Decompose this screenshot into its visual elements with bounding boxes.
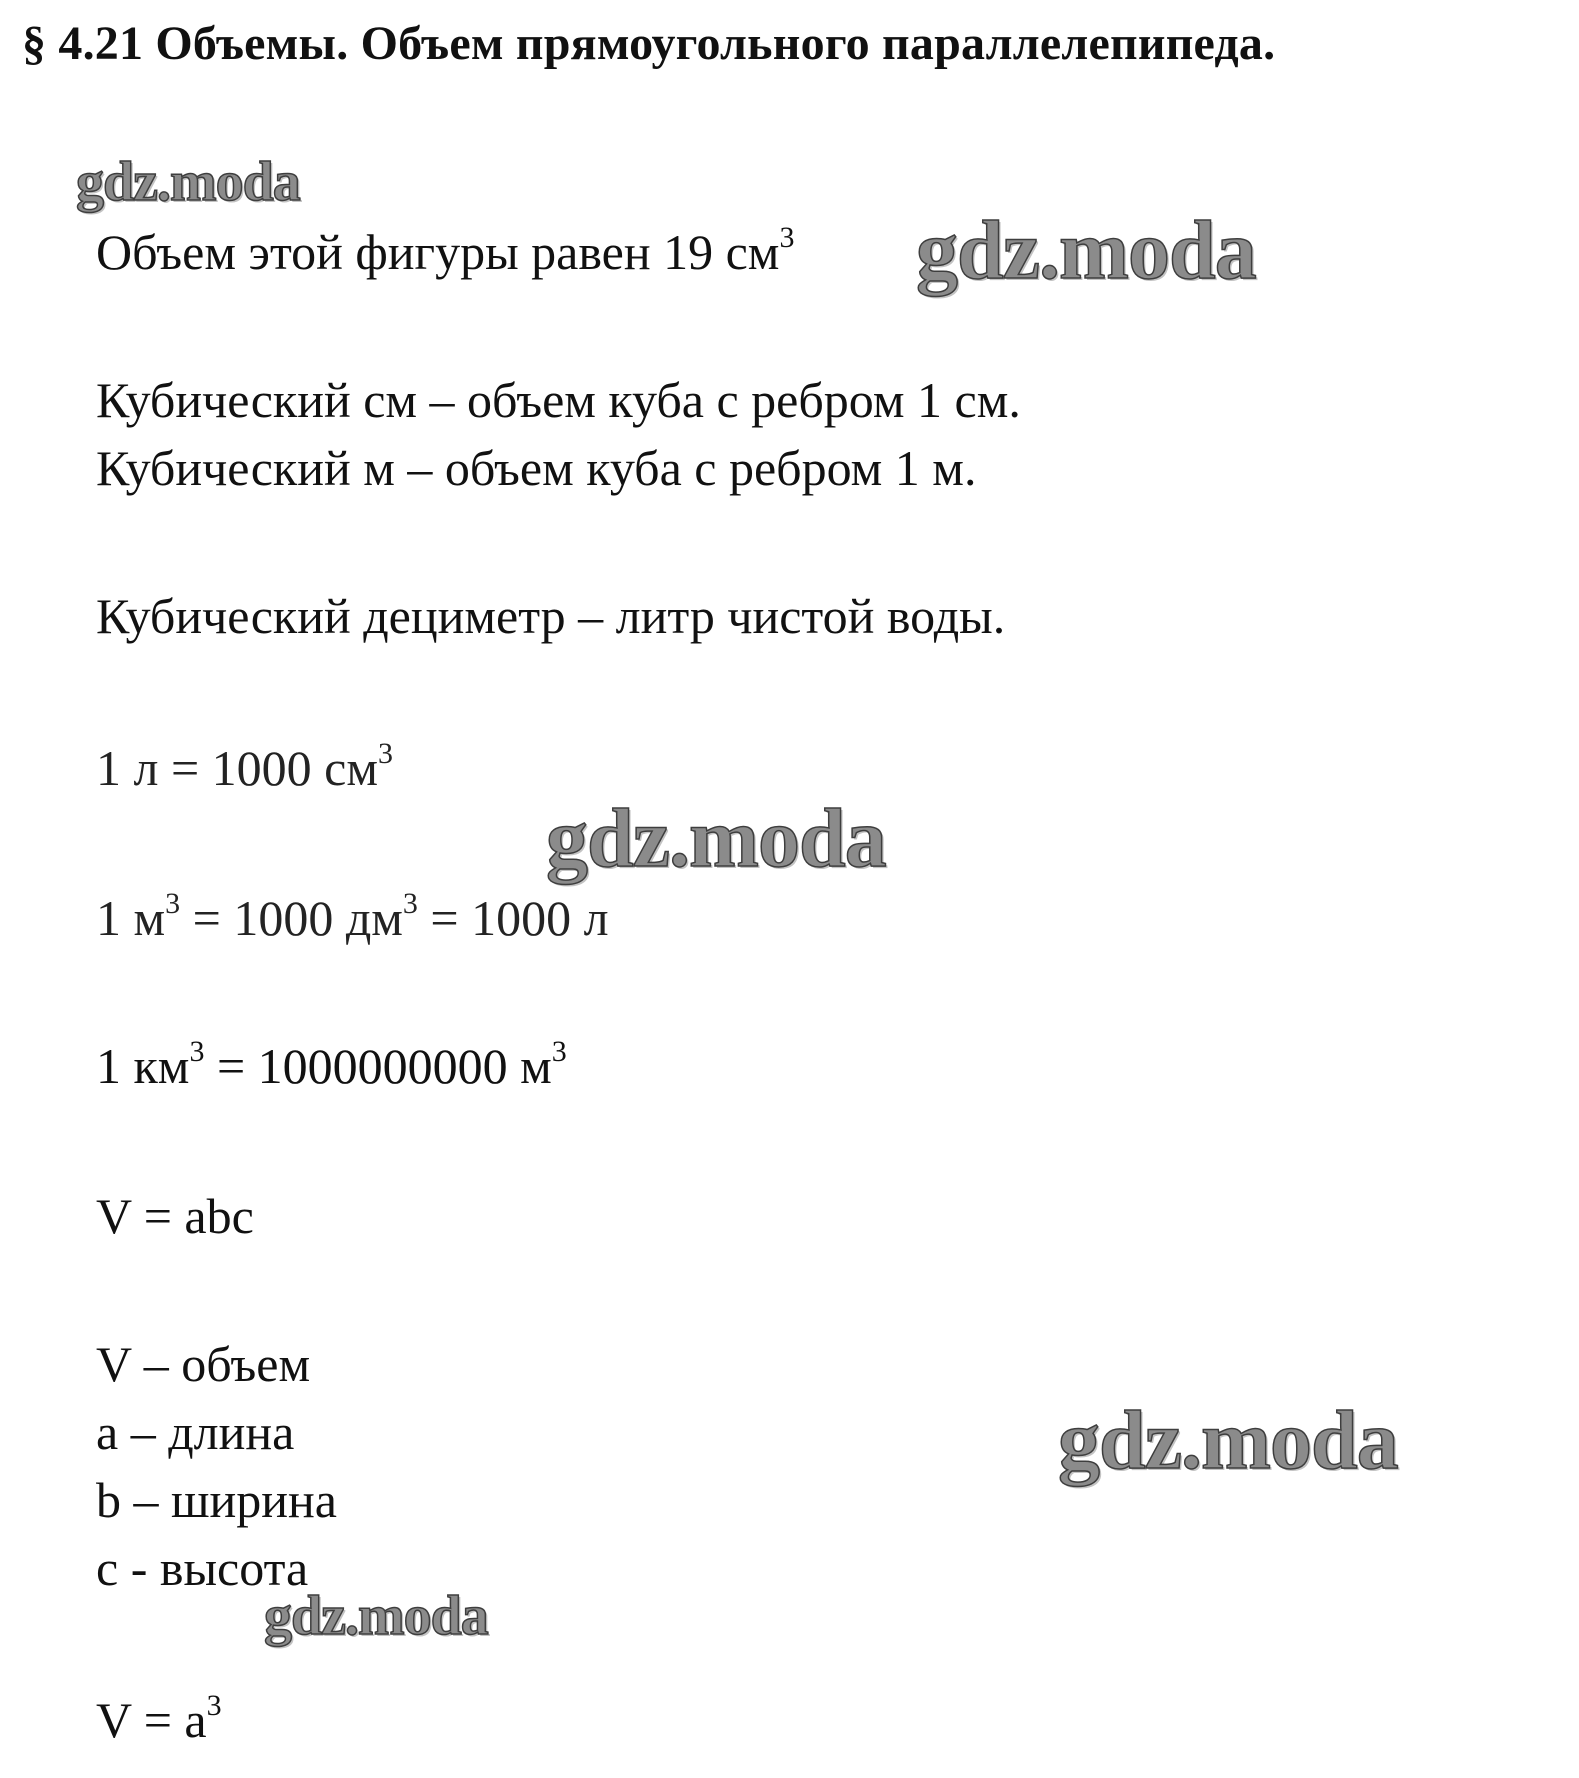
exponent: 3	[165, 887, 181, 921]
exponent: 3	[402, 887, 418, 921]
volume-formula: V = abc	[96, 1188, 254, 1244]
cube-volume-formula	[96, 1690, 222, 1750]
watermark-logo: gdz.moda	[264, 1585, 488, 1647]
cubic-dm-definition: Кубический дециметр – литр чистой воды.	[96, 588, 1006, 644]
equation-part: = 1000 л	[417, 890, 609, 946]
watermark-logo: gdz.moda	[76, 151, 300, 213]
exponent: 3	[206, 1689, 222, 1723]
watermark-logo: gdz.moda	[546, 792, 886, 885]
figure-volume-line	[96, 222, 794, 282]
watermark-logo: gdz.moda	[916, 204, 1256, 297]
cubic-m-definition: Кубический м – объем куба с ребром 1 м.	[96, 440, 977, 496]
definition-v: V – объем	[96, 1336, 311, 1392]
definition-c: c - высота	[96, 1540, 309, 1596]
page-title: § 4.21 Объемы. Объем прямоугольного параллелепипеда.	[22, 17, 1276, 70]
equation-part: 1 м	[96, 890, 166, 946]
definition-b: b – ширина	[96, 1472, 337, 1528]
equation-part: 1 км	[96, 1038, 190, 1094]
equation-part: V = a	[96, 1692, 207, 1748]
watermark-logo: gdz.moda	[1058, 1394, 1398, 1487]
equation-part: = 1000 дм	[180, 890, 403, 946]
cubic-km-equation	[96, 1036, 567, 1096]
cubic-cm-definition: Кубический см – объем куба с ребром 1 см.	[96, 372, 1021, 428]
exponent: 3	[377, 737, 393, 771]
cubic-meter-equation	[96, 888, 609, 948]
figure-volume-text: Объем этой фигуры равен 19 см	[96, 224, 780, 280]
exponent: 3	[779, 221, 795, 255]
exponent: 3	[551, 1035, 567, 1069]
exponent: 3	[189, 1035, 205, 1069]
liter-equation	[96, 738, 393, 798]
definition-a: a – длина	[96, 1404, 295, 1460]
liter-equation-text: 1 л = 1000 см	[96, 740, 378, 796]
equation-part: = 1000000000 м	[204, 1038, 552, 1094]
